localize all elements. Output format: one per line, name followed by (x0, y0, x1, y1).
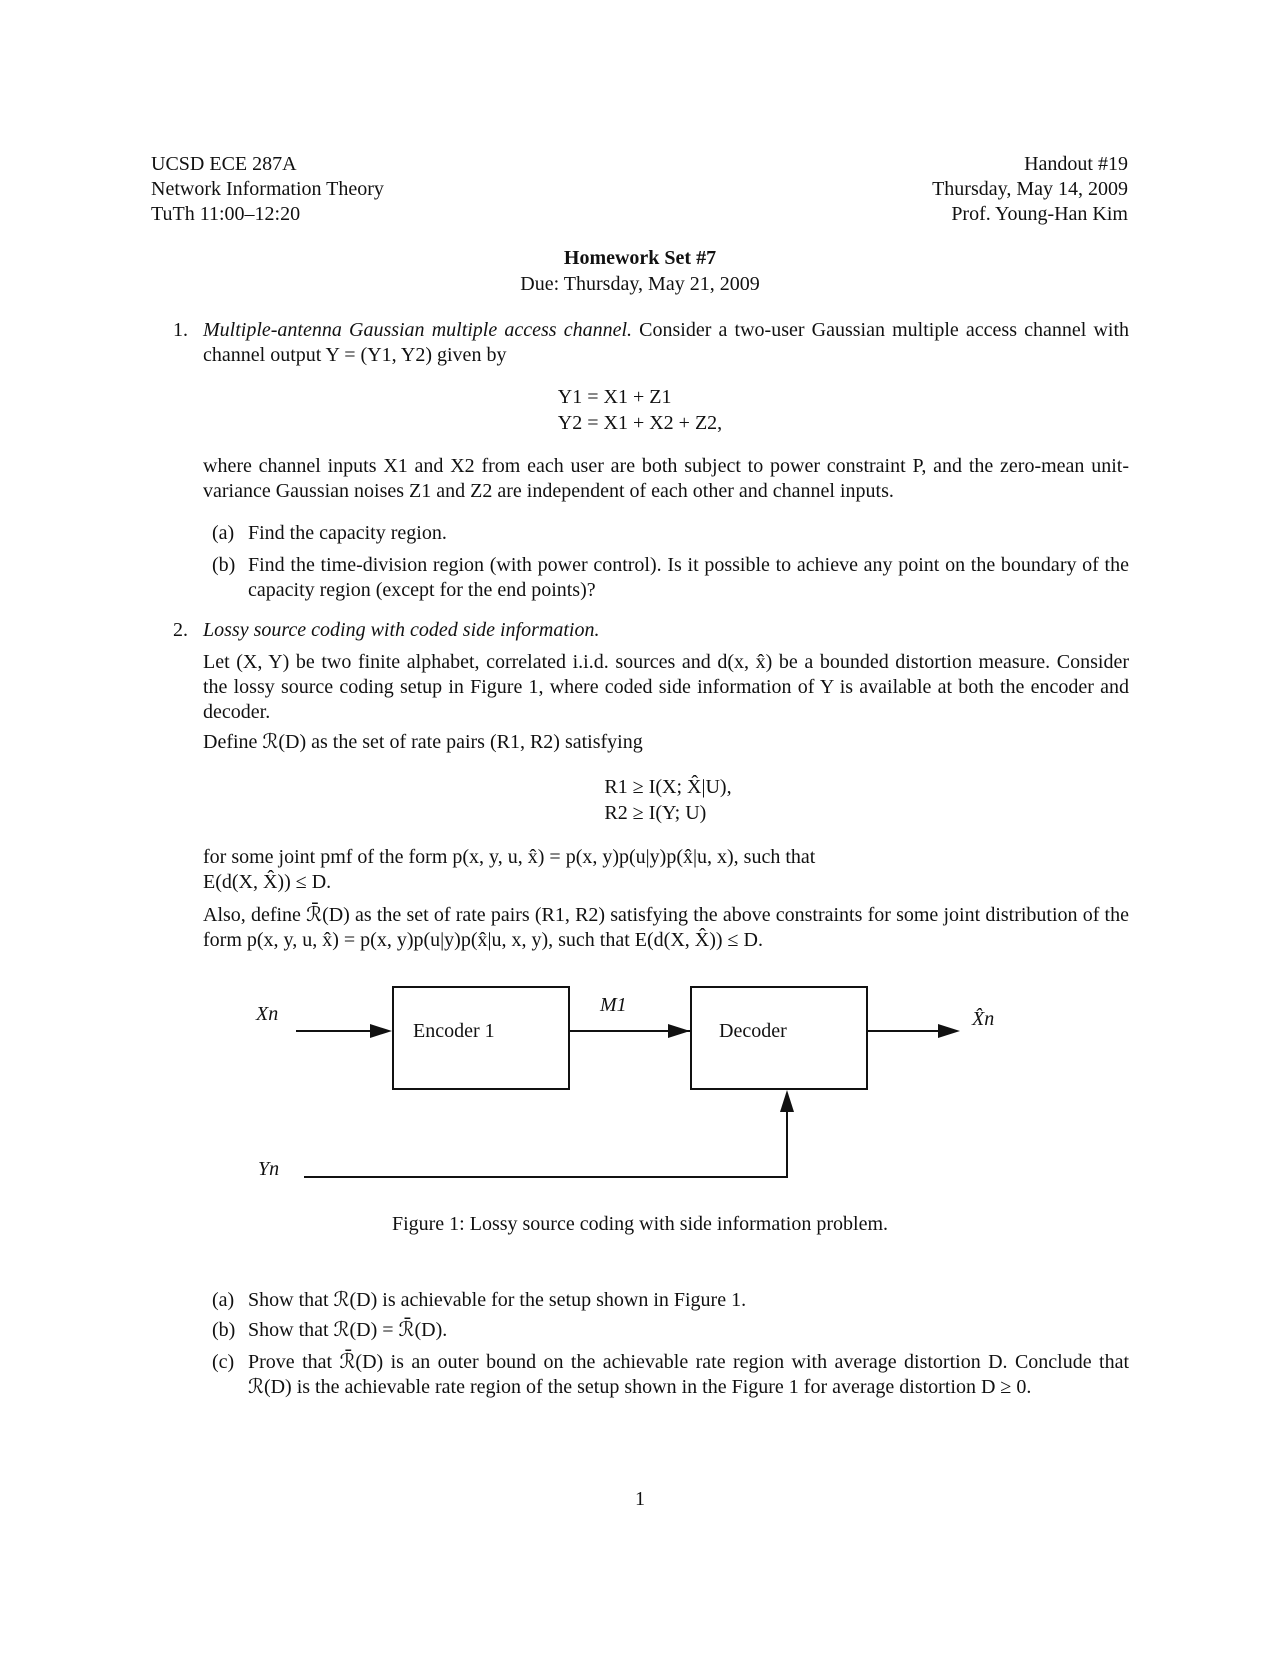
professor: Prof. Young-Han Kim (951, 203, 1128, 225)
problem-2c (212, 1350, 1129, 1400)
problem-2-number: 2. (173, 619, 188, 641)
input-y-label: Yn (258, 1158, 280, 1180)
equation-r1: R1 ≥ I(X; X̂|U), (604, 776, 732, 798)
output-label: X̂n (972, 1008, 995, 1030)
problem-2c-label: (c) (212, 1351, 235, 1373)
problem-2-pmf-line2: E(d(X, X̂)) ≤ D. (203, 871, 332, 893)
problem-2a (212, 1288, 1129, 1313)
handout-date: Thursday, May 14, 2009 (932, 178, 1128, 200)
page-number: 1 (635, 1488, 645, 1510)
header-left (151, 152, 384, 227)
problem-1b-text: Find the time-division region (with power control). Is it possible to achieve any point on the boundary of the capacity region (except for the end points)? (248, 554, 1129, 601)
course-code: UCSD ECE 287A (151, 153, 297, 175)
problem-2b (212, 1318, 1129, 1343)
arrowhead-output (938, 1024, 960, 1038)
problem-1b (212, 553, 1129, 603)
problem-1-intro (173, 318, 1129, 368)
problem-2-setup: Let (X, Y) be two finite alphabet, correlated i.i.d. sources and d(x, x̂) be a bounded distortion measure. Consider the lossy source coding setup in Figure 1, where coded side information of Y is available at both the encoder and decoder. (203, 651, 1129, 723)
homework-title: Homework Set #7 (563, 247, 717, 269)
problem-1a-label: (a) (212, 522, 235, 544)
message-label: M1 (600, 994, 627, 1016)
title-block (0, 245, 1280, 297)
problem-2b-text: Show that ℛ(D) = ℛ̄(D). (248, 1319, 448, 1341)
problem-2-outer-define: Also, define ℛ̄(D) as the set of rate pairs (R1, R2) satisfying the above constraints for some joint distribution of the form p(x, y, u, x̂) = p(x, y)p(u|y)p(x̂|u, x, y), such that E(d(X, X̂)) ≤ D. (203, 904, 1129, 951)
course-name: Network Information Theory (151, 178, 384, 200)
problem-1-conditions: where channel inputs X1 and X2 from each user are both subject to power constraint P, and the zero-mean unit-variance Gaussian noises Z1 and Z2 are independent of each other and channel inputs. (203, 455, 1129, 502)
header-right (932, 152, 1128, 227)
equation-r2: R2 ≥ I(Y; U) (604, 802, 707, 824)
problem-2-heading: Lossy source coding with coded side information. (203, 619, 600, 641)
problem-2a-text: Show that ℛ(D) is achievable for the setup shown in Figure 1. (248, 1289, 747, 1311)
arrowhead-decoder (668, 1024, 690, 1038)
arrowhead-side-info (780, 1090, 794, 1112)
arrowhead-encoder (370, 1024, 392, 1038)
handout-number: Handout #19 (1024, 153, 1128, 175)
course-time: TuTh 11:00–12:20 (151, 203, 301, 225)
problem-2-pmf (203, 845, 1129, 895)
problem-2b-label: (b) (212, 1319, 236, 1341)
problem-2-pmf-line1: for some joint pmf of the form p(x, y, u, x̂) = p(x, y)p(u|y)p(x̂|u, x), such that (203, 846, 816, 868)
side-info-line (304, 1176, 788, 1178)
problem-1a (212, 521, 1129, 546)
decoder-label: Decoder (719, 1020, 787, 1042)
problem-1b-label: (b) (212, 554, 236, 576)
input-x-label: Xn (256, 1003, 279, 1025)
problem-2-heading-line (173, 618, 1129, 643)
problem-2c-text: Prove that ℛ̄(D) is an outer bound on the achievable rate region with average distortion D. Conclude that ℛ(D) is the achievable rate region of the setup shown in the Figure 1 for average distortion D ≥ 0. (248, 1351, 1129, 1398)
figure-caption: Figure 1: Lossy source coding with side information problem. (391, 1213, 889, 1235)
equation-y2: Y2 = X1 + X2 + Z2, (557, 412, 723, 434)
equation-y1: Y1 = X1 + Z1 (557, 386, 672, 408)
problem-2-equations (0, 774, 1280, 826)
problem-1-number: 1. (173, 319, 188, 341)
due-date: Due: Thursday, May 21, 2009 (520, 273, 760, 295)
encoder-label: Encoder 1 (413, 1020, 495, 1042)
problem-2a-label: (a) (212, 1289, 235, 1311)
problem-1a-text: Find the capacity region. (248, 522, 447, 544)
arrow-decoder-to-output (868, 1030, 940, 1032)
problem-2-define: Define ℛ(D) as the set of rate pairs (R1, R2) satisfying (203, 731, 643, 753)
problem-1-heading: Multiple-antenna Gaussian multiple access channel. (203, 319, 633, 341)
problem-1-equations (0, 384, 1280, 436)
problem-1-intro-text: Consider a two-user Gaussian multiple access channel with channel output Y = (Y1, Y2) given by (203, 319, 1129, 366)
arrow-x-to-encoder (296, 1030, 372, 1032)
side-info-riser (786, 1110, 788, 1178)
